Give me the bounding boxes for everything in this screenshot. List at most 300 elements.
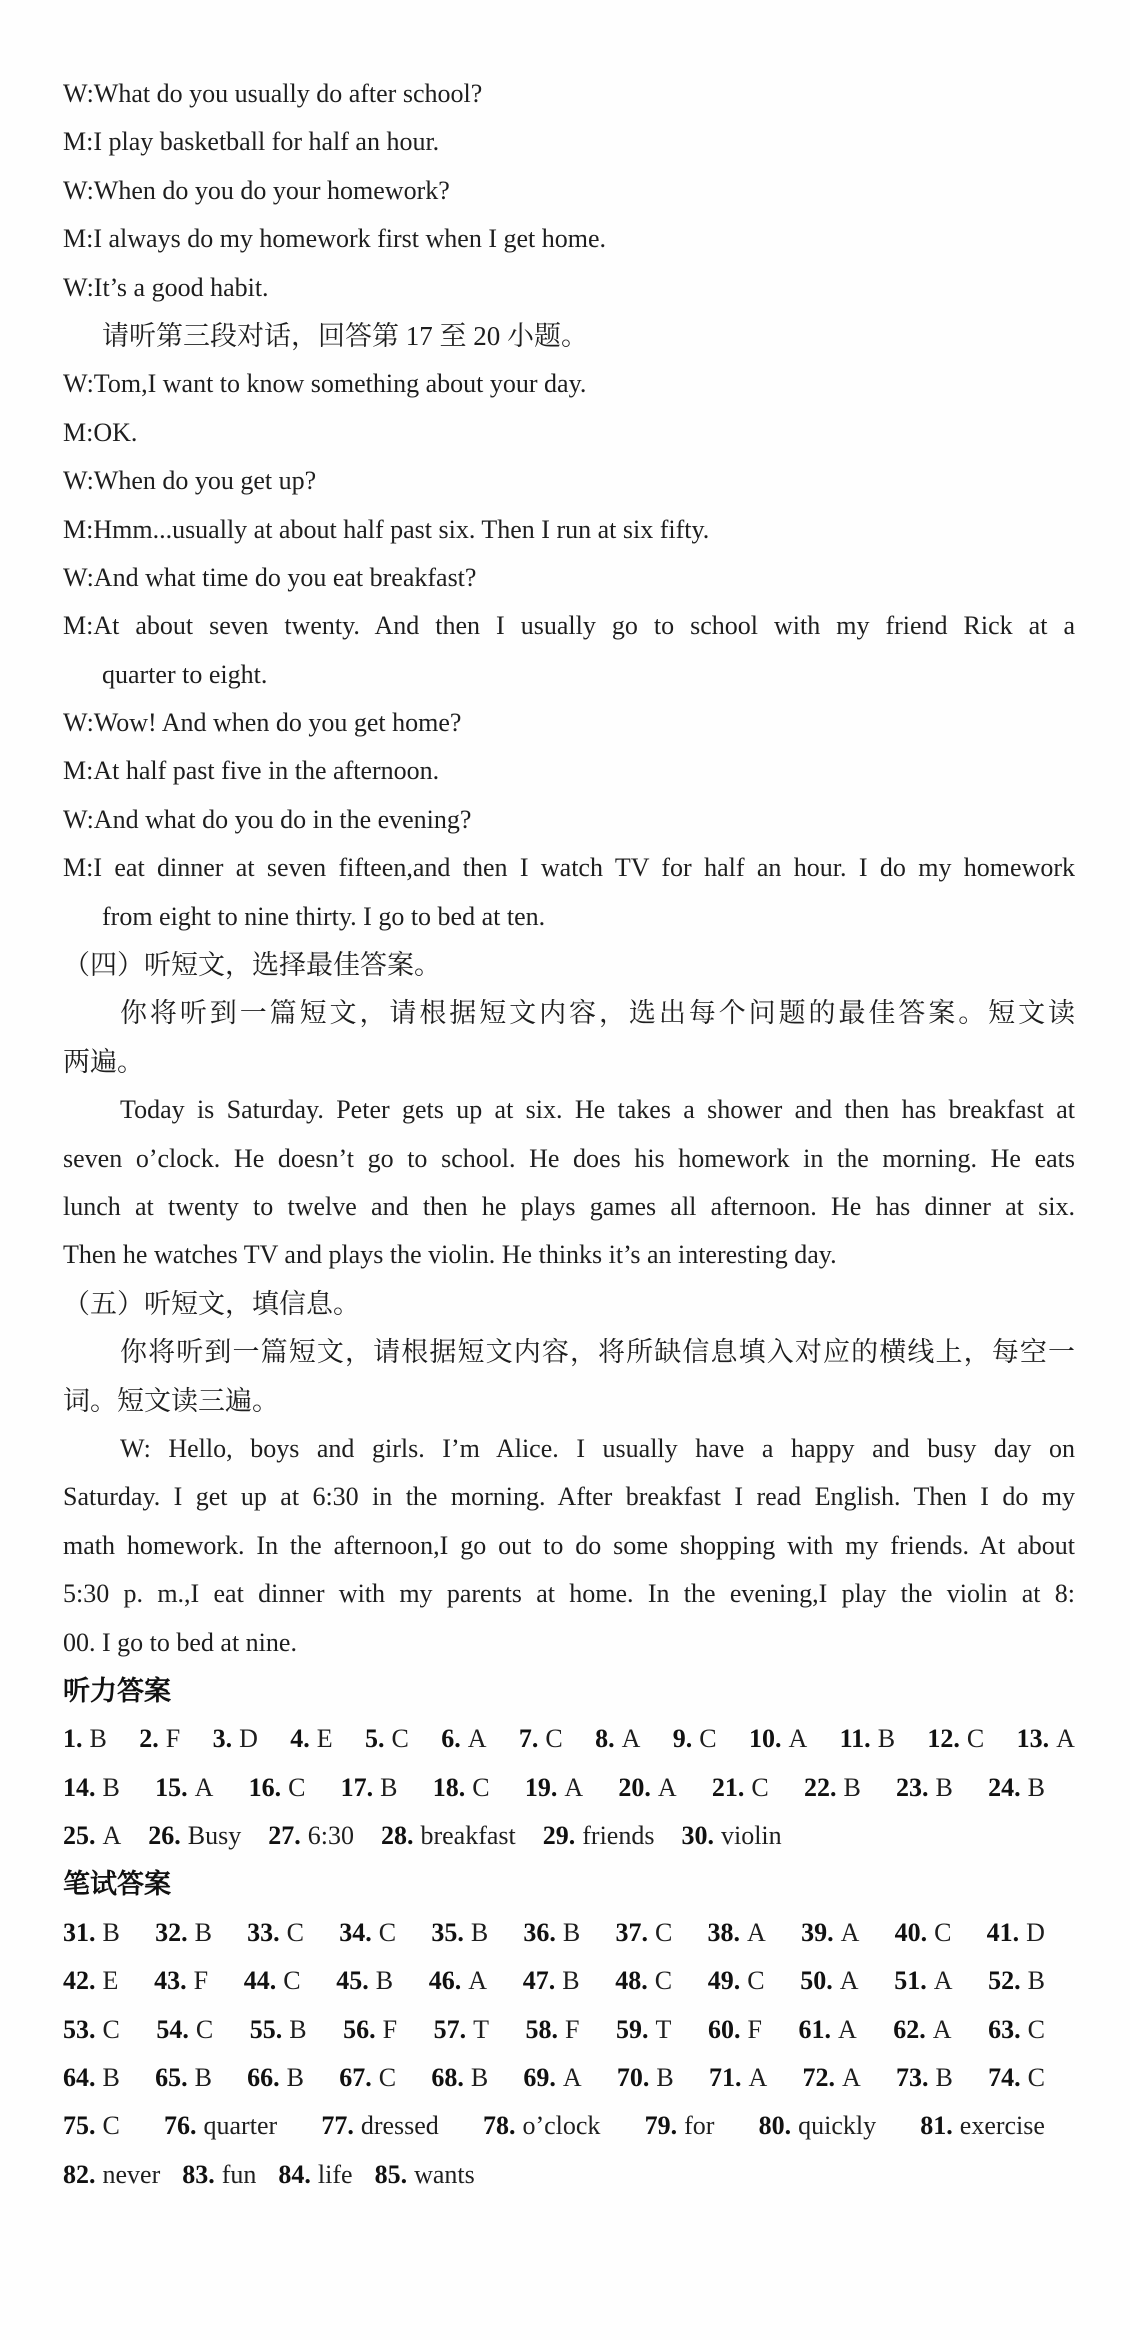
- answer-number: 21.: [711, 1772, 745, 1802]
- answer-item: [247, 1909, 304, 1957]
- answer-number: 73.: [896, 2063, 929, 2093]
- answer-value: A: [747, 1917, 766, 1947]
- answer-number: 59.: [616, 2014, 649, 2044]
- answer-number: 85.: [374, 2159, 408, 2189]
- answer-number: 71.: [708, 2063, 742, 2093]
- answer-item: [988, 1957, 1045, 2005]
- answer-item: [290, 1715, 332, 1763]
- answer-item: [339, 1909, 396, 1957]
- answer-value: violin: [720, 1821, 782, 1851]
- answer-item: [63, 2102, 120, 2150]
- answer-value: A: [194, 1772, 214, 1802]
- answer-value: A: [562, 2063, 582, 2093]
- answer-number: 75.: [63, 2111, 96, 2141]
- dialogue-line: M:I eat dinner at seven fifteen,and then I watch TV for half an hour. I do my homework: [63, 853, 1075, 883]
- answers-heading: 笔试答案: [63, 1869, 171, 1900]
- answer-number: 67.: [339, 2063, 372, 2093]
- answer-number: 58.: [525, 2014, 559, 2044]
- answer-value: T: [473, 2014, 490, 2044]
- written-answers: [63, 1909, 1075, 2199]
- answer-number: 31.: [63, 1917, 96, 1947]
- answer-value: F: [382, 2014, 398, 2044]
- answer-value: F: [193, 1966, 209, 1996]
- answer-number: 72.: [802, 2063, 835, 2093]
- answer-number: 27.: [268, 1821, 301, 1851]
- answers-heading: 听力答案: [63, 1675, 171, 1706]
- answer-number: 2.: [139, 1724, 159, 1754]
- answer-item: [617, 2054, 674, 2102]
- answer-item: [213, 1715, 258, 1763]
- answer-item: [278, 2151, 352, 2199]
- passage-line: Today is Saturday. Peter gets up at six. He takes a shower and then has breakfast at: [120, 1095, 1075, 1125]
- dialogue-line: M:I play basketball for half an hour.: [63, 127, 440, 157]
- answer-item: [155, 1909, 212, 1957]
- answer-value: F: [747, 2014, 762, 2044]
- answer-row: [63, 1909, 1045, 1957]
- answer-value: A: [468, 1966, 488, 1996]
- answer-item: [749, 1715, 807, 1763]
- answer-value: B: [194, 2063, 212, 2093]
- answer-number: 19.: [524, 1772, 558, 1802]
- answer-value: A: [932, 2014, 952, 2044]
- answer-item: [63, 1764, 120, 1812]
- answer-value: T: [655, 2014, 672, 2044]
- answer-item: [1017, 1715, 1075, 1763]
- answer-item: [896, 1764, 953, 1812]
- answer-number: 6.: [441, 1724, 461, 1754]
- answer-item: [709, 2054, 767, 2102]
- answer-value: quickly: [798, 2111, 877, 2141]
- answer-number: 16.: [248, 1772, 282, 1802]
- answer-item: [250, 2006, 307, 2054]
- answer-item: [343, 2006, 397, 2054]
- answer-item: [759, 2102, 877, 2150]
- answer-value: A: [837, 2014, 857, 2044]
- section-heading: （五）听短文，填信息。: [63, 1288, 360, 1319]
- dialogue-line: W:When do you do your homework?: [63, 175, 450, 205]
- answer-item: [801, 1909, 859, 1957]
- answer-value: for: [684, 2111, 715, 2141]
- answer-number: 69.: [523, 2063, 556, 2093]
- answer-value: A: [839, 1966, 859, 1996]
- answer-number: 82.: [63, 2159, 96, 2189]
- answer-item: [155, 1764, 213, 1812]
- answer-number: 43.: [154, 1966, 187, 1996]
- answer-value: B: [562, 1917, 581, 1947]
- answer-value: A: [748, 2063, 768, 2093]
- answer-number: 78.: [482, 2111, 516, 2141]
- answer-item: [433, 1764, 490, 1812]
- answer-number: 63.: [988, 2014, 1021, 2044]
- answer-item: [523, 2054, 581, 2102]
- answer-value: C: [102, 2014, 120, 2044]
- answer-value: B: [194, 1917, 212, 1947]
- answer-row: [63, 2006, 1045, 2054]
- answer-item: [156, 2006, 213, 2054]
- answer-number: 80.: [758, 2111, 792, 2141]
- answer-number: 47.: [522, 1966, 556, 1996]
- answer-item: [431, 1909, 488, 1957]
- answer-item: [336, 1957, 393, 2005]
- answer-number: 84.: [278, 2159, 311, 2189]
- answer-number: 29.: [542, 1821, 576, 1851]
- answer-number: 41.: [986, 1917, 1020, 1947]
- answer-item: [155, 2054, 212, 2102]
- answer-number: 39.: [801, 1917, 834, 1947]
- answer-number: 18.: [432, 1772, 466, 1802]
- answer-number: 5.: [364, 1724, 385, 1754]
- answer-number: 1.: [63, 1724, 83, 1754]
- answer-number: 22.: [803, 1772, 837, 1802]
- answer-item: [483, 2102, 600, 2150]
- answer-number: 34.: [339, 1917, 372, 1947]
- answer-value: F: [165, 1724, 181, 1754]
- listening-answers: [63, 1715, 1075, 1860]
- answer-value: F: [565, 2014, 580, 2044]
- answer-value: A: [467, 1724, 487, 1754]
- answer-value: C: [102, 2111, 120, 2141]
- answer-item: [154, 1957, 208, 2005]
- answer-item: [987, 1909, 1045, 1957]
- answer-value: D: [239, 1724, 258, 1754]
- answer-number: 8.: [595, 1724, 615, 1754]
- answer-value: C: [283, 1966, 301, 1996]
- answer-item: [526, 2006, 580, 2054]
- answer-item: [803, 2054, 861, 2102]
- dialogue-line: W:And what do you do in the evening?: [63, 804, 472, 834]
- answer-item: [798, 2006, 856, 2054]
- answer-row: [63, 1764, 1045, 1812]
- answer-number: 48.: [615, 1966, 648, 1996]
- answer-value: B: [470, 2063, 489, 2093]
- answer-item: [712, 1764, 769, 1812]
- answer-value: o’clock: [522, 2111, 601, 2141]
- answer-value: C: [747, 1966, 765, 1996]
- answer-number: 36.: [523, 1917, 556, 1947]
- answer-item: [63, 2151, 160, 2199]
- dialogue-line: M:At half past five in the afternoon.: [63, 756, 440, 786]
- answer-value: B: [935, 1772, 953, 1802]
- answer-value: B: [102, 1772, 120, 1802]
- answer-item: [927, 1715, 984, 1763]
- answer-item: [894, 1957, 952, 2005]
- answer-item: [244, 1957, 301, 2005]
- answer-number: 37.: [615, 1917, 648, 1947]
- answer-item: [708, 2006, 762, 2054]
- answer-number: 54.: [156, 2014, 189, 2044]
- answer-item: [708, 1957, 765, 2005]
- answer-value: C: [966, 1724, 985, 1754]
- answer-item: [434, 2006, 489, 2054]
- answer-value: B: [470, 1917, 489, 1947]
- answer-item: [595, 1715, 640, 1763]
- section-instruction: 你将听到一篇短文，请根据短文内容，将所缺信息填入对应的横线上，每空一: [120, 1337, 1075, 1368]
- answer-number: 64.: [63, 2063, 96, 2093]
- answer-number: 33.: [247, 1917, 280, 1947]
- answer-number: 77.: [321, 2111, 354, 2141]
- answer-item: [365, 1715, 409, 1763]
- answer-value: C: [654, 1966, 673, 1996]
- answer-item: [543, 1812, 655, 1860]
- answer-number: 23.: [896, 1772, 929, 1802]
- answer-item: [645, 2102, 715, 2150]
- answer-item: [523, 1909, 580, 1957]
- answer-number: 40.: [894, 1917, 928, 1947]
- answer-item: [139, 1715, 180, 1763]
- answer-number: 56.: [343, 2014, 376, 2044]
- answer-item: [63, 2054, 120, 2102]
- answer-item: [381, 1812, 516, 1860]
- answer-value: C: [699, 1724, 717, 1754]
- answer-value: B: [656, 2063, 674, 2093]
- answer-item: [375, 2151, 475, 2199]
- answer-item: [525, 1764, 583, 1812]
- answer-number: 57.: [433, 2014, 467, 2044]
- answer-value: C: [1027, 2014, 1045, 2044]
- answer-number: 11.: [839, 1724, 871, 1754]
- answer-value: B: [102, 2063, 120, 2093]
- answer-item: [247, 2054, 304, 2102]
- answer-value: C: [391, 1724, 409, 1754]
- answer-item: [681, 1812, 781, 1860]
- passage-line: W: Hello, boys and girls. I’m Alice. I usually have a happy and busy day on: [120, 1433, 1075, 1463]
- answer-value: B: [843, 1772, 861, 1802]
- dialogue-line: W:When do you get up?: [63, 466, 317, 496]
- answer-value: dressed: [360, 2111, 439, 2141]
- answer-number: 4.: [290, 1724, 310, 1754]
- answer-value: C: [751, 1772, 769, 1802]
- answer-value: A: [621, 1724, 641, 1754]
- answer-item: [249, 1764, 306, 1812]
- answer-value: C: [934, 1917, 952, 1947]
- answer-item: [988, 2006, 1045, 2054]
- section-heading: （四）听短文，选择最佳答案。: [63, 950, 441, 981]
- answer-number: 81.: [920, 2111, 953, 2141]
- answer-value: 6:30: [307, 1821, 354, 1851]
- answer-value: never: [102, 2159, 161, 2189]
- answer-item: [431, 2054, 488, 2102]
- answer-value: A: [840, 1917, 860, 1947]
- answer-item: [840, 1715, 895, 1763]
- answer-row: [63, 1957, 1045, 2005]
- answer-value: life: [317, 2159, 353, 2189]
- answer-item: [429, 1957, 487, 2005]
- answer-value: B: [89, 1724, 107, 1754]
- dialogue-instruction: 请听第三段对话，回答第 17 至 20 小题。: [102, 320, 588, 351]
- answer-item: [895, 1909, 952, 1957]
- answer-value: A: [102, 1821, 122, 1851]
- answer-item: [321, 2102, 438, 2150]
- passage-line: Saturday. I get up at 6:30 in the morning. After breakfast I read English. Then I do my: [63, 1482, 1075, 1512]
- answer-value: B: [877, 1724, 896, 1754]
- answer-number: 38.: [707, 1917, 741, 1947]
- section-instruction: 你将听到一篇短文，请根据短文内容，选出每个问题的最佳答案。短文读: [120, 998, 1075, 1029]
- answer-number: 14.: [63, 1772, 96, 1802]
- answer-value: C: [288, 1772, 306, 1802]
- answer-value: C: [286, 1917, 304, 1947]
- dialogue-line: W:It’s a good habit.: [63, 272, 269, 302]
- answer-value: C: [545, 1724, 563, 1754]
- answer-item: [63, 1812, 121, 1860]
- answer-number: 55.: [249, 2014, 283, 2044]
- answer-number: 76.: [164, 2111, 197, 2141]
- answer-number: 44.: [243, 1966, 277, 1996]
- answer-row: [63, 1715, 1075, 1763]
- answer-value: C: [378, 1917, 397, 1947]
- section-instruction: 两遍。: [63, 1046, 144, 1077]
- answer-value: A: [564, 1772, 584, 1802]
- answer-number: 25.: [63, 1821, 96, 1851]
- answer-number: 10.: [748, 1724, 782, 1754]
- dialogue-line-continuation: from eight to nine thirty. I go to bed at ten.: [102, 901, 546, 931]
- answer-value: C: [472, 1772, 490, 1802]
- answer-number: 3.: [212, 1724, 233, 1754]
- answer-value: B: [102, 1917, 120, 1947]
- answer-item: [804, 1764, 861, 1812]
- answer-number: 52.: [988, 1966, 1021, 1996]
- answer-item: [63, 2006, 120, 2054]
- answer-value: friends: [582, 1821, 655, 1851]
- answer-number: 79.: [644, 2111, 678, 2141]
- answer-number: 50.: [800, 1966, 833, 1996]
- section-instruction: 词。短文读三遍。: [63, 1385, 279, 1416]
- answer-number: 74.: [988, 2063, 1021, 2093]
- passage-line: lunch at twenty to twelve and then he plays games all afternoon. He has dinner at six.: [63, 1191, 1075, 1221]
- answer-number: 9.: [672, 1724, 693, 1754]
- answer-row: [63, 1812, 1045, 1860]
- answer-item: [615, 1909, 672, 1957]
- dialogue-line: W:Tom,I want to know something about your day.: [63, 369, 587, 399]
- answer-number: 61.: [798, 2014, 831, 2044]
- passage-line: 5:30 p. m.,I eat dinner with my parents at home. In the evening,I play the violin at 8:: [63, 1579, 1075, 1609]
- answer-value: C: [654, 1917, 673, 1947]
- answer-value: B: [286, 2063, 304, 2093]
- answer-item: [182, 2151, 256, 2199]
- answer-value: D: [1026, 1917, 1045, 1947]
- dialogue-line: W:Wow! And when do you get home?: [63, 708, 462, 738]
- answer-number: 68.: [431, 2063, 464, 2093]
- answer-number: 83.: [182, 2159, 215, 2189]
- answer-item: [920, 2102, 1045, 2150]
- answer-number: 28.: [380, 1821, 414, 1851]
- answer-row: [63, 2102, 1045, 2150]
- answer-number: 46.: [428, 1966, 462, 1996]
- answer-value: wants: [414, 2159, 475, 2189]
- answer-item: [268, 1812, 354, 1860]
- answer-item: [523, 1957, 580, 2005]
- answer-value: B: [380, 1772, 398, 1802]
- answer-value: Busy: [187, 1821, 242, 1851]
- dialogue-line: M:Hmm...usually at about half past six. Then I run at six fifty.: [63, 514, 710, 544]
- answer-value: B: [1027, 1772, 1045, 1802]
- answer-item: [988, 1764, 1045, 1812]
- answer-value: A: [842, 2063, 861, 2093]
- answer-number: 30.: [681, 1821, 714, 1851]
- dialogue-line-continuation: quarter to eight.: [102, 659, 268, 689]
- passage-line: math homework. In the afternoon,I go out to do some shopping with my friends. At about: [63, 1530, 1075, 1560]
- answer-item: [708, 1909, 766, 1957]
- answer-number: 24.: [988, 1772, 1021, 1802]
- answer-item: [63, 1957, 118, 2005]
- answer-value: breakfast: [420, 1821, 516, 1851]
- answer-item: [988, 2054, 1045, 2102]
- answer-item: [63, 1715, 107, 1763]
- answer-value: B: [375, 1966, 394, 1996]
- answer-value: B: [1027, 1966, 1045, 1996]
- answer-number: 12.: [927, 1724, 960, 1754]
- answer-value: B: [289, 2014, 307, 2044]
- answer-item: [800, 1957, 858, 2005]
- answer-value: exercise: [959, 2111, 1045, 2141]
- answer-item: [615, 1957, 672, 2005]
- answer-value: A: [933, 1966, 953, 1996]
- answer-number: 26.: [148, 1821, 181, 1851]
- answer-number: 17.: [340, 1772, 374, 1802]
- answer-number: 15.: [155, 1772, 188, 1802]
- passage-line: Then he watches TV and plays the violin. He thinks it’s an interesting day.: [63, 1240, 837, 1270]
- answer-item: [63, 1909, 120, 1957]
- answer-item: [519, 1715, 563, 1763]
- passage-line: 00. I go to bed at nine.: [63, 1627, 297, 1657]
- answer-item: [616, 2006, 671, 2054]
- answer-number: 35.: [431, 1917, 464, 1947]
- dialogue-line: M:I always do my homework first when I get home.: [63, 224, 607, 254]
- answer-item: [441, 1715, 486, 1763]
- answer-number: 49.: [707, 1966, 741, 1996]
- answer-item: [896, 2054, 953, 2102]
- passage-line: seven o’clock. He doesn’t go to school. He does his homework in the morning. He eats: [63, 1143, 1075, 1173]
- answer-value: E: [316, 1724, 333, 1754]
- answer-item: [339, 2054, 396, 2102]
- dialogue-line: W:What do you usually do after school?: [63, 79, 483, 108]
- answer-value: A: [1056, 1724, 1075, 1754]
- page-content: [63, 70, 1075, 2199]
- answer-row: [63, 2054, 1045, 2102]
- answer-item: [893, 2006, 951, 2054]
- answer-value: B: [562, 1966, 580, 1996]
- answer-value: fun: [221, 2159, 257, 2189]
- answer-value: A: [788, 1724, 808, 1754]
- answer-value: A: [657, 1772, 677, 1802]
- answer-number: 62.: [893, 2014, 926, 2044]
- dialogue-line: M:At about seven twenty. And then I usually go to school with my friend Rick at a: [63, 611, 1075, 641]
- answer-number: 32.: [155, 1917, 188, 1947]
- answer-number: 66.: [247, 2063, 280, 2093]
- dialogue-line: M:OK.: [63, 417, 138, 447]
- answer-value: E: [102, 1966, 119, 1996]
- answer-value: quarter: [203, 2111, 278, 2141]
- dialogue-line: W:And what time do you eat breakfast?: [63, 562, 477, 592]
- answer-number: 53.: [63, 2014, 96, 2044]
- answer-value: C: [1027, 2063, 1045, 2093]
- answer-number: 70.: [616, 2063, 650, 2093]
- answer-number: 45.: [336, 1966, 369, 1996]
- answer-value: C: [195, 2014, 214, 2044]
- answer-value: C: [378, 2063, 397, 2093]
- answer-number: 60.: [707, 2014, 741, 2044]
- answer-item: [673, 1715, 717, 1763]
- answer-number: 42.: [63, 1966, 96, 1996]
- answer-value: B: [935, 2063, 953, 2093]
- answer-number: 13.: [1016, 1724, 1050, 1754]
- answer-number: 7.: [518, 1724, 539, 1754]
- answer-number: 51.: [894, 1966, 927, 1996]
- answer-number: 20.: [618, 1772, 651, 1802]
- answer-item: [341, 1764, 398, 1812]
- answer-number: 65.: [155, 2063, 188, 2093]
- answer-item: [164, 2102, 277, 2150]
- answer-item: [148, 1812, 241, 1860]
